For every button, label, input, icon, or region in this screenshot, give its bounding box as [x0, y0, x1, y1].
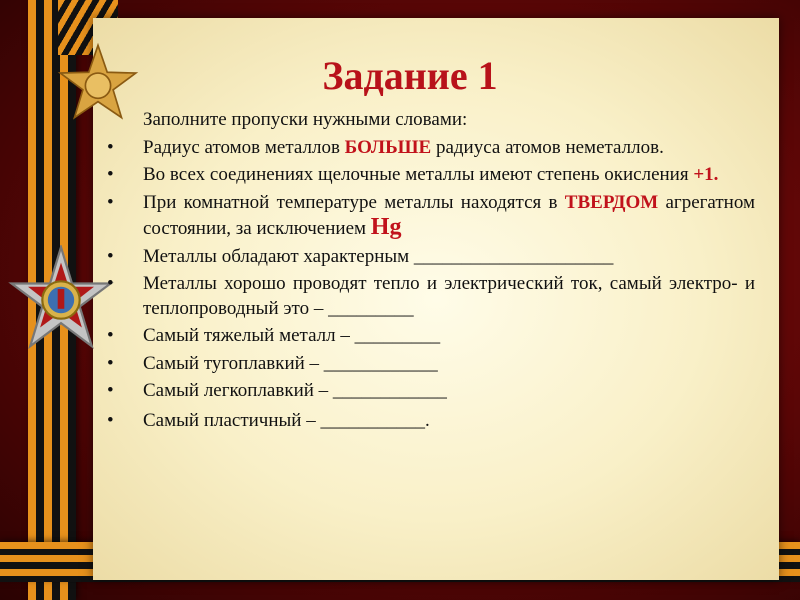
bullet-icon: •: [107, 136, 114, 158]
bullet-icon: •: [107, 245, 114, 267]
bullet-icon: •: [107, 164, 114, 185]
list-item: • Металлы обладают характерным _____________________: [107, 245, 755, 270]
bullet-icon: •: [107, 273, 114, 294]
bullet-icon: •: [107, 380, 114, 401]
bullet-icon: •: [107, 352, 114, 374]
list-item: • Металлы хорошо проводят тепло и электрический ток, самый электро- и теплопроводный это – _________: [107, 273, 755, 319]
list-item: • Самый легкоплавкий – ____________: [107, 379, 755, 404]
task-content: [107, 108, 755, 436]
task-intro: Заполните пропуски нужными словами:: [143, 109, 468, 130]
bullet-icon: •: [107, 191, 114, 213]
list-item: • При комнатной температуре металлы находятся в ТВЕРДОМ агрегатном состоянии, за исключением Hg: [107, 191, 755, 240]
list-item: • Самый тугоплавкий – ____________: [107, 352, 755, 377]
page-title: Задание 1: [322, 53, 498, 98]
list-item: • Во всех соединениях щелочные металлы имеют степень окисления +1.: [107, 163, 755, 188]
bullet-icon: •: [107, 325, 114, 346]
list-item: • Самый пластичный – ___________.: [107, 409, 755, 434]
order-star-icon: [6, 245, 116, 355]
task-list: [107, 136, 755, 434]
bullet-icon: •: [107, 409, 114, 431]
list-item: • Радиус атомов металлов БОЛЬШЕ радиуса атомов неметаллов.: [107, 136, 755, 161]
list-item: • Самый тяжелый металл – _________: [107, 324, 755, 349]
